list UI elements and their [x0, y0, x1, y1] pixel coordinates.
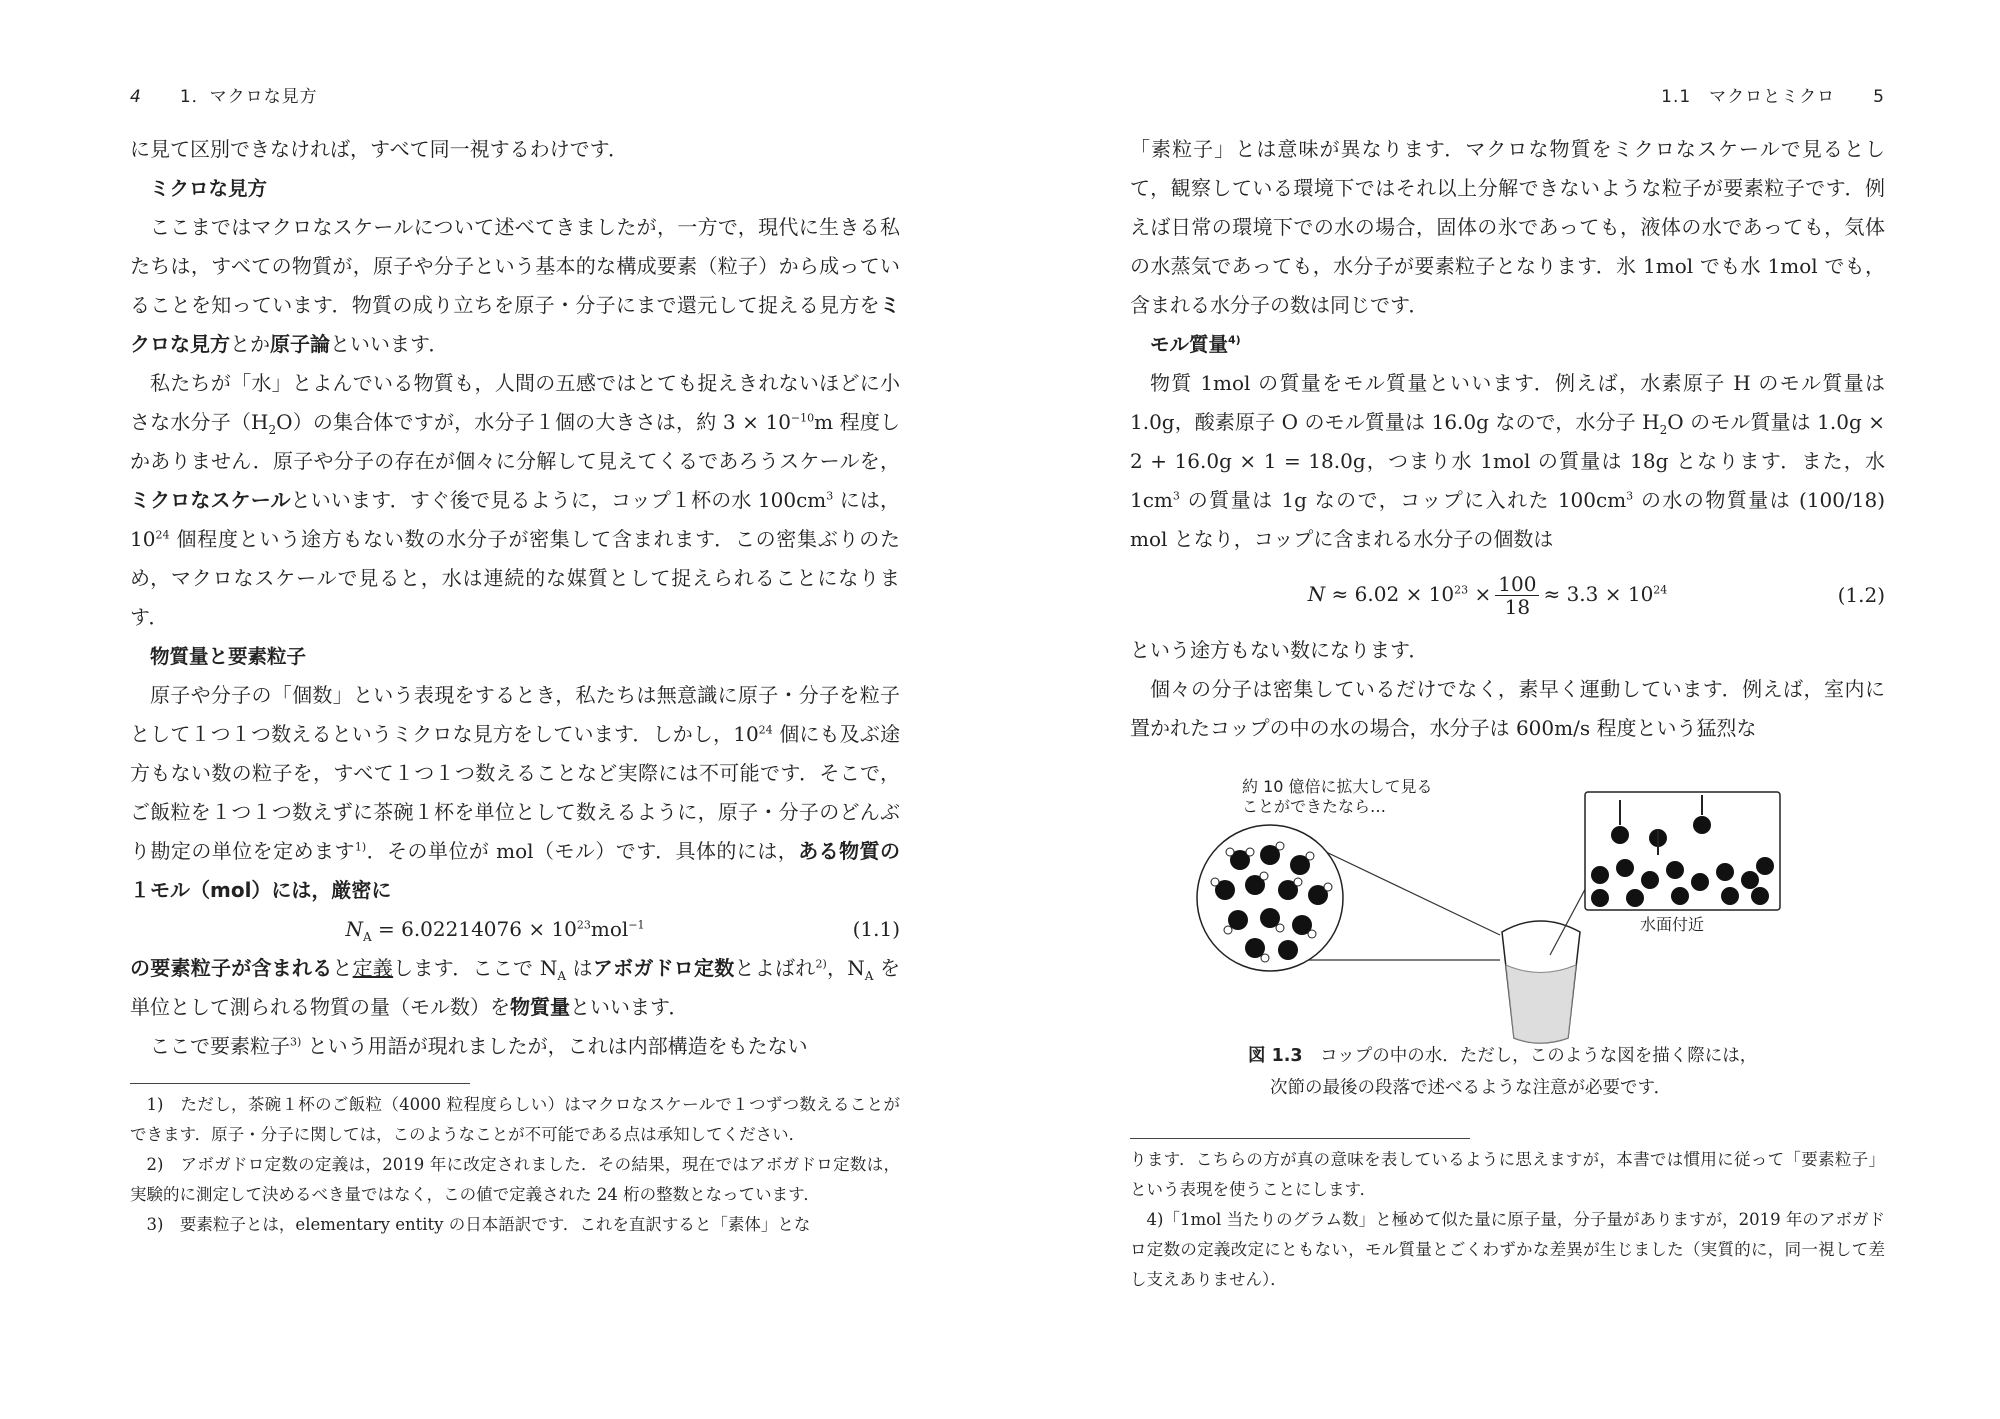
paragraph: 個々の分子は密集しているだけでなく，素早く運動しています．例えば，室内に置かれたコップの中の水の場合，水分子は 600m/s 程度という猛烈な — [1130, 677, 1885, 740]
section-heading-molar-mass: モル質量$^{4)}$ — [1150, 333, 1241, 356]
figure-annotation: ことができたなら… — [1242, 797, 1387, 816]
equation-1-1: $N_A = 6.02214076 \times 10^{23}mol^{-1}$ (1.1) — [130, 910, 900, 949]
section-heading-amount-of-substance: 物質量と要素粒子 — [150, 645, 307, 668]
page-number: 5 — [1873, 87, 1885, 107]
footnote-3-continued: ります．こちらの方が真の意味を表しているように思えますが，本書では慣用に従って「要素粒子」という表現を使うことにします． — [1130, 1150, 1885, 1199]
paragraph: 物質 1mol の質量をモル質量といいます．例えば，水素原子 H のモル質量は 1.0g，酸素原子 O のモル質量は 16.0g なので，水分子 $H_2O$ のモル質量は 1.0g × 2 + 16.0g × 1 = 18.0g，つまり水 1mol の質量は 18g となります．また，水 $1cm^3$ の質量は 1g なので，コップに入れた $100cm^3$ の水の物質量は (100/18) mol となり，コップに含まれる水分子の個数は — [1130, 371, 1885, 551]
paragraph: ここで要素粒子$^{3)}$ という用語が現れましたが，これは内部構造をもたない — [150, 1034, 808, 1058]
footnote-1: 1) ただし，茶碗１杯のご飯粒（4000 粒程度らしい）はマクロなスケールで１つずつ数えることができます．原子・分子に関しては，このようなことが不可能である点は承知してください． — [130, 1095, 900, 1144]
water-cup-illustration — [1130, 770, 1885, 1070]
figure-annotation: 約 10 億倍に拡大して見る — [1242, 777, 1433, 796]
footnote-3: 3) 要素粒子とは，elementary entity の日本語訳です．これを直訳すると「素体」とな — [146, 1215, 811, 1234]
footnote-4: 4)「1mol 当たりのグラム数」と極めて似た量に原子量，分子量がありますが，2019 年のアボガドロ定数の定義改定にともない，モル質量とごくわずかな差異が生じました（実質的に，同一視して差し支えありません）． — [1130, 1210, 1885, 1289]
fraction: $\frac{100}{18}$ — [1495, 573, 1539, 618]
paragraph: 「素粒子」とは意味が異なります．マクロな物質をミクロなスケールで見るとして，観察している環境下ではそれ以上分解できないような粒子が要素粒子です．例えば日常の環境下での水の場合，固体の氷であっても，液体の水であっても，気体の水蒸気であっても，水分子が要素粒子となります．氷 1mol でも水 1mol でも，含まれる水分子の数は同じです． — [1130, 137, 1885, 317]
paragraph: の要素粒子が含まれると定義します．ここで $N_A$ はアボガドロ定数とよばれ$^{2)}$，$N_A$ を単位として測られる物質の量（モル数）を物質量といいます． — [130, 956, 901, 1019]
paragraph: ここまではマクロなスケールについて述べてきましたが，一方で，現代に生きる私たちは，すべての物質が，原子や分子という基本的な構成要素（粒子）から成っていることを知っています．物質の成り立ちを原子・分子にまで還元して捉える見方をミクロな見方とか原子論といいます． — [130, 215, 900, 356]
water-in-cup — [1506, 965, 1576, 1043]
paragraph: に見て区別できなければ，すべて同一視するわけです． — [130, 137, 628, 161]
equation-1-2: $N \approx 6.02 \times 10^{23}$ × $\frac{100}{18}$ ≈ $3.3 \times 10^{24}$ (1.2) — [1307, 571, 1885, 619]
figure-1-3 — [1130, 770, 1885, 1110]
footnote-rule — [1130, 1138, 1470, 1139]
footnote-2: 2) アボガドロ定数の定義は，2019 年に改定されました．その結果，現在ではアボガドロ定数は，実験的に測定して決めるべき量ではなく，この値で定義された 24 桁の整数となっています． — [130, 1155, 900, 1204]
footnote-rule — [130, 1083, 470, 1084]
paragraph: という途方もない数になります． — [1130, 638, 1429, 662]
right-body-text — [1130, 130, 1885, 748]
section-heading-micro-view: ミクロな見方 — [150, 177, 268, 200]
right-page — [1130, 0, 1885, 1419]
paragraph: 私たちが「水」とよんでいる物質も，人間の五感ではとても捉えきれないほどに小さな水分子$(H_2O)$の集合体ですが，水分子１個の大きさは，約 $3 \times 10^{-10}m$ 程度しかありません．原子や分子の存在が個々に分解して見えてくるであろうスケールを，ミクロなスケールといいます．すぐ後で見るように，コップ１杯の水 $100cm^3$ には，$10^{24}$ 個程度という途方もない数の水分子が密集して含まれます．この密集ぶりのため，マクロなスケールで見ると，水は連続的な媒質として捉えられることになります． — [130, 371, 900, 629]
right-footnotes — [1130, 1145, 1885, 1295]
surface-label: 水面付近 — [1640, 915, 1705, 934]
page-number: 4 — [130, 87, 142, 107]
left-running-header — [130, 82, 318, 107]
chapter-title: 1．マクロな見方 — [179, 87, 318, 107]
left-footnotes — [130, 1090, 900, 1240]
equation-number: (1.2) — [1837, 582, 1885, 607]
section-title: 1.1 マクロとミクロ — [1661, 87, 1836, 107]
equation-number: (1.1) — [852, 917, 900, 941]
right-running-header — [1661, 82, 1885, 107]
left-page — [130, 0, 900, 1419]
paragraph: 原子や分子の「個数」という表現をするとき，私たちは無意識に原子・分子を粒子として１つ１つ数えるというミクロな見方をしています．しかし，$10^{24}$ 個にも及ぶ途方もない数の粒子を，すべて１つ１つ数えることなど実際には不可能です．そこで，ご飯粒を１つ１つ数えずに茶碗１杯を単位として数えるように，原子・分子のどんぶり勘定の単位を定めます$^{1)}$．その単位が mol（モル）です．具体的には，ある物質の１モル（mol）には，厳密に — [130, 683, 901, 902]
figure-caption: 図 1.3 コップの中の水．ただし，このような図を描く際には， 次節の最後の段落で述べるような注意が必要です． — [1248, 1046, 1758, 1098]
left-body-text — [130, 130, 900, 1066]
